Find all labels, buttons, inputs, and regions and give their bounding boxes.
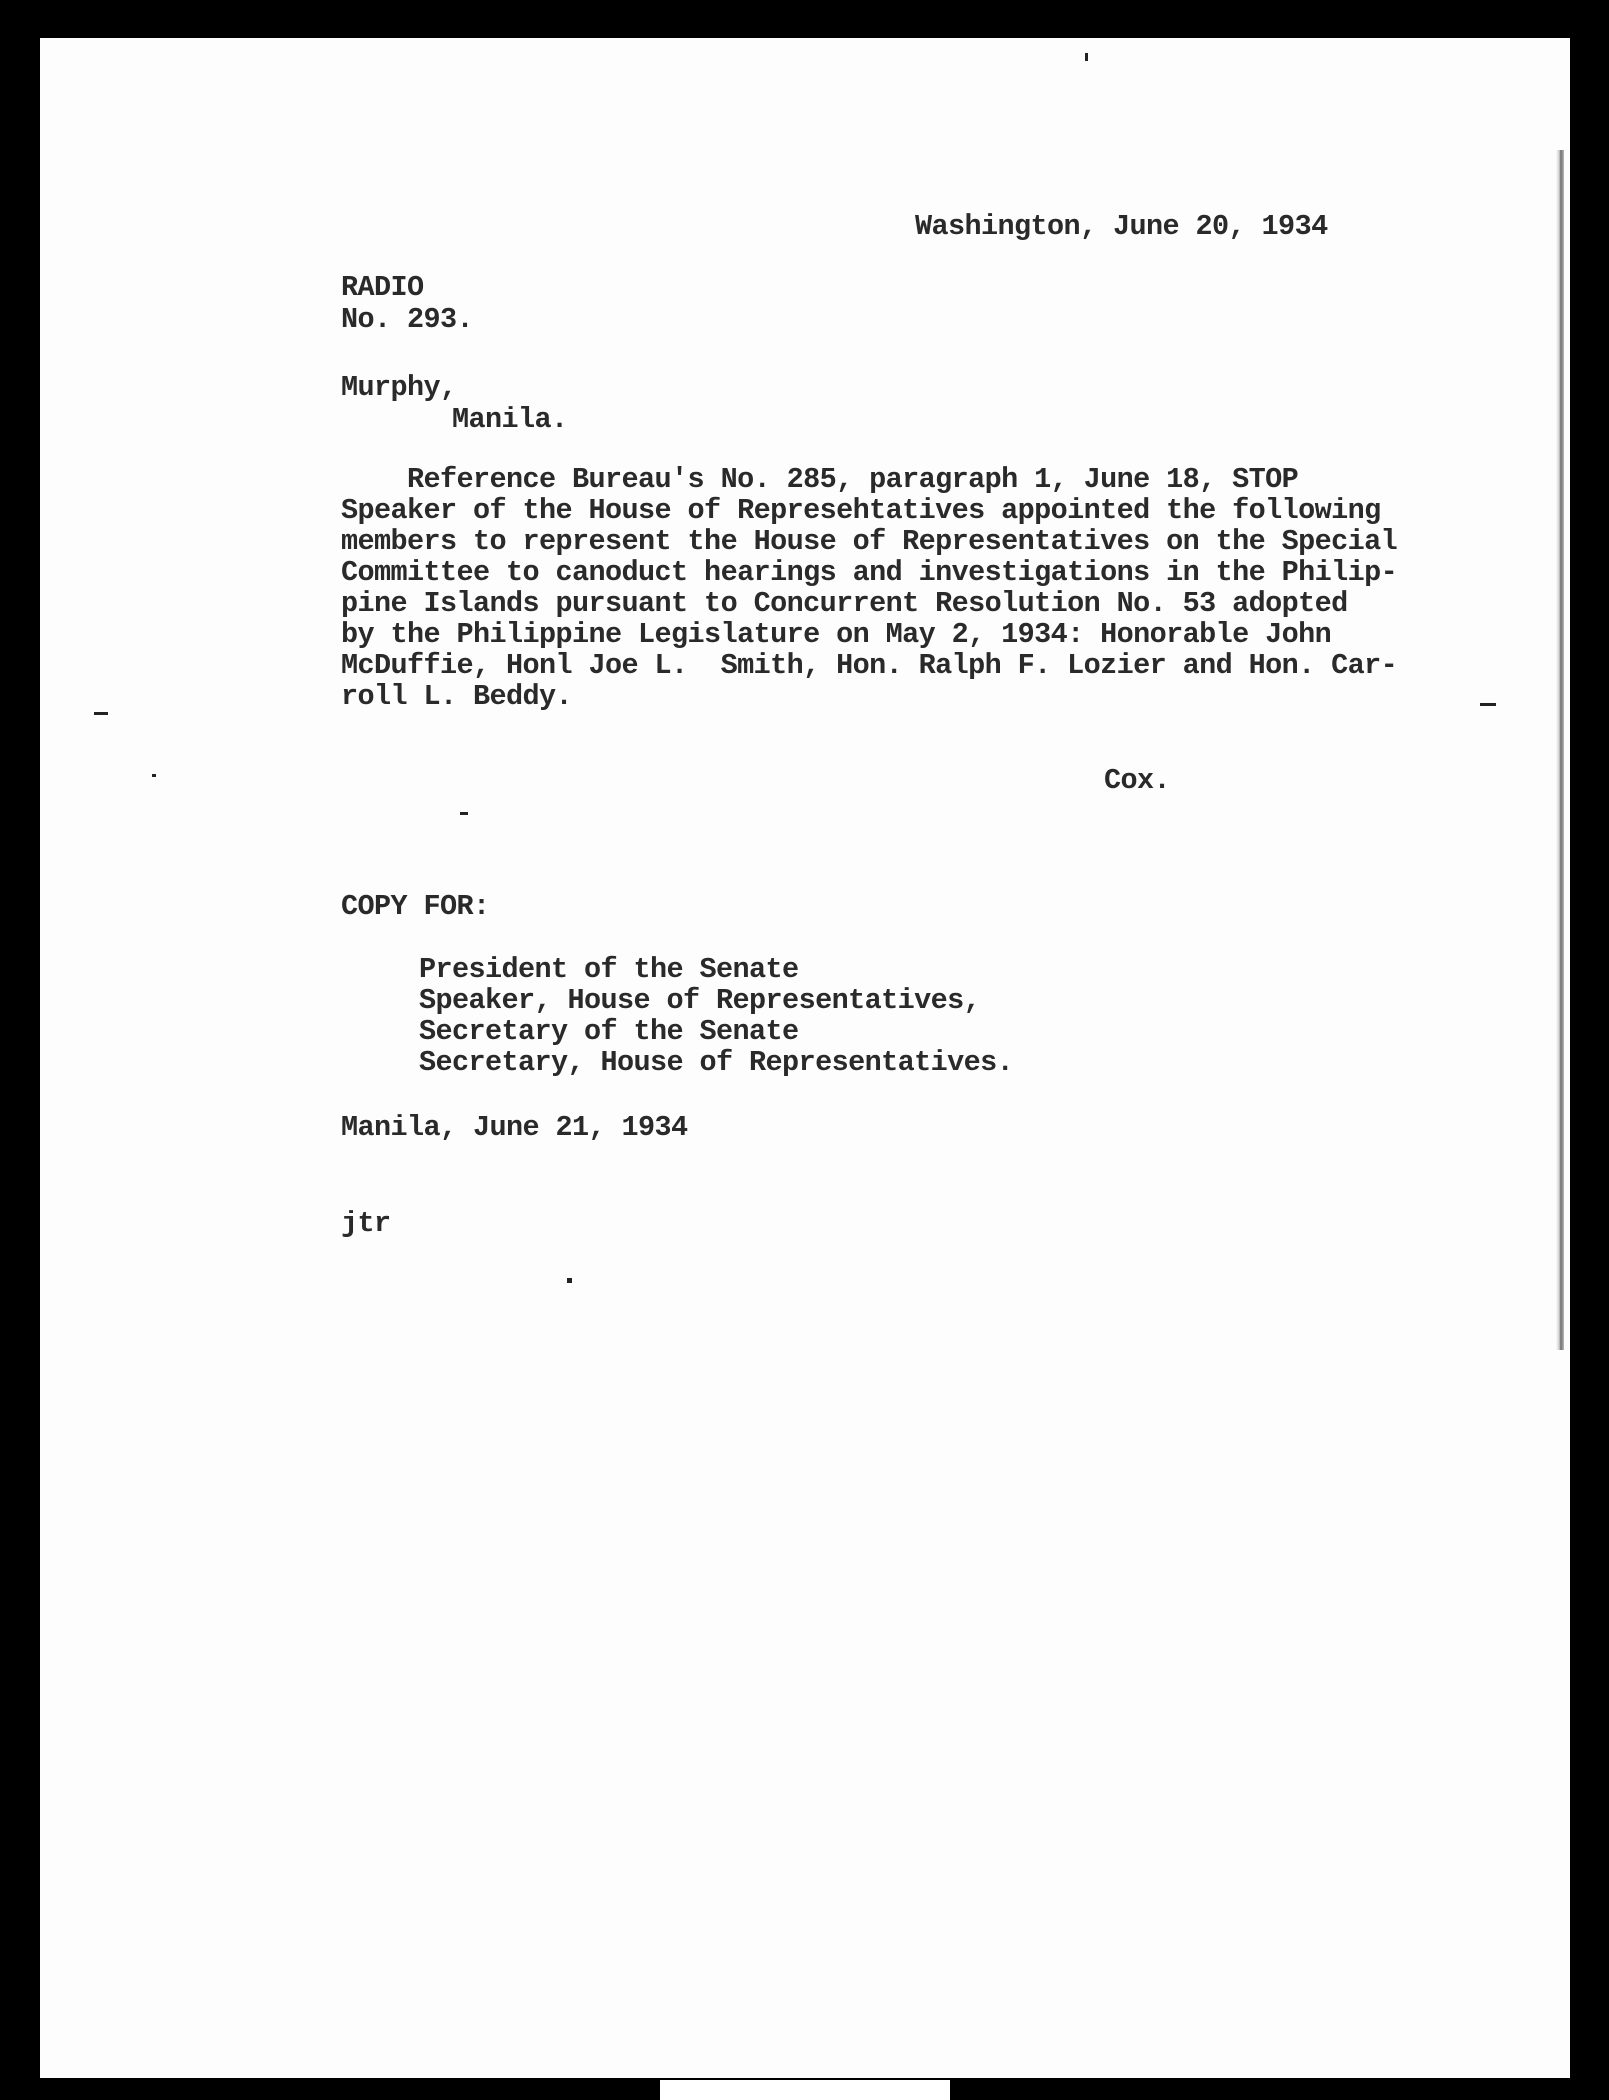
scan-speck xyxy=(460,812,468,815)
body-line: roll L. Beddy. xyxy=(341,680,573,713)
radio-number: No. 293. xyxy=(341,303,474,336)
copy-for-label: COPY FOR: xyxy=(341,890,490,923)
body-line: by the Philippine Legislature on May 2, 1934: Honorable John xyxy=(341,618,1332,651)
dateline: Washington, June 20, 1934 xyxy=(915,210,1328,243)
scan-speck xyxy=(1085,53,1088,61)
scan-speck xyxy=(94,712,108,715)
body-line: Committee to canoduct hearings and investigations in the Philip- xyxy=(341,556,1398,589)
scan-speck xyxy=(567,1278,572,1283)
body-line: pine Islands pursuant to Concurrent Resolution No. 53 adopted xyxy=(341,587,1348,620)
scan-speck xyxy=(152,774,156,777)
scanner-bottom-tab xyxy=(660,2080,950,2100)
recipient-item: Secretary of the Senate xyxy=(419,1015,799,1048)
received-dateline: Manila, June 21, 1934 xyxy=(341,1111,688,1144)
addressee-place: Manila. xyxy=(452,403,568,436)
typist-initials: jtr xyxy=(341,1207,391,1240)
scan-speck xyxy=(1480,703,1496,706)
body-line: Reference Bureau's No. 285, paragraph 1, June 18, STOP xyxy=(341,463,1299,496)
body-line: Speaker of the House of Represehtatives appointed the following xyxy=(341,494,1381,527)
recipient-item: Secretary, House of Representatives. xyxy=(419,1046,1014,1079)
body-line: members to represent the House of Representatives on the Special xyxy=(341,525,1398,558)
page-edge-shadow xyxy=(1556,150,1564,1350)
body-line: McDuffie, Honl Joe L. Smith, Hon. Ralph F. Lozier and Hon. Car- xyxy=(341,649,1398,682)
addressee-name: Murphy, xyxy=(341,371,457,404)
signature: Cox. xyxy=(1104,764,1171,797)
recipient-item: President of the Senate xyxy=(419,953,799,986)
recipient-item: Speaker, House of Representatives, xyxy=(419,984,981,1017)
document-type: RADIO xyxy=(341,271,424,304)
